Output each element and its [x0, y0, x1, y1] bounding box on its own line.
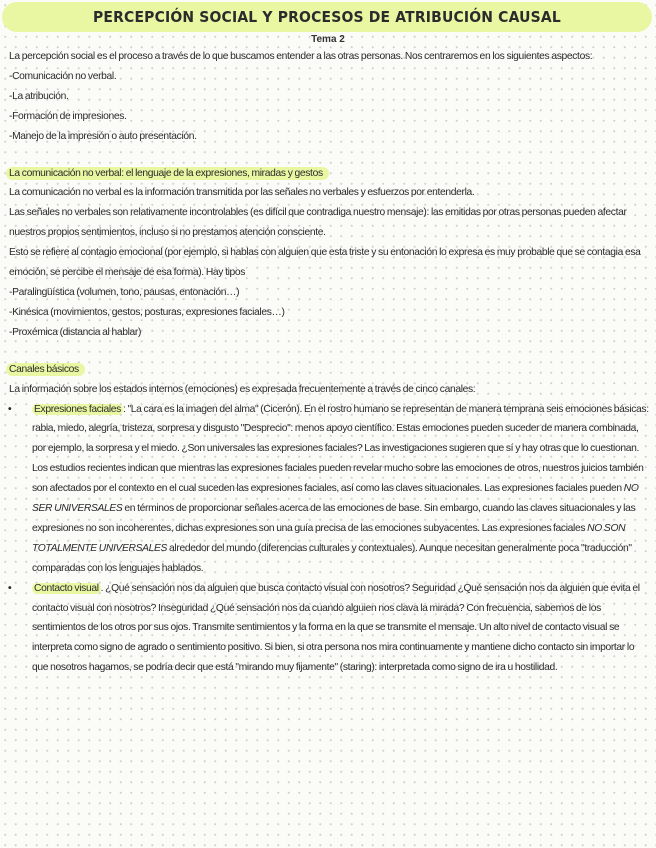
section-heading-channels — [9, 360, 649, 380]
intro-item: -Comunicación no verbal. — [9, 70, 117, 82]
intro-item: -Manejo de la impresión o auto presentación. — [9, 130, 197, 142]
text-fragment: en términos de proporcionar señales acerca de las emociones de base. Sin embargo, cuando las claves situacionales y las expresiones no son incoherentes, dichas expresiones son una guía precisa de las emociones subyacentes. Las expresiones faciales — [32, 503, 636, 534]
text-fragment: : "La cara es la imagen del alma" (Cicerón). En el rostro humano se representan de manera temprana seis emociones básicas: rabia, miedo, alegría, tristeza, sorpresa y disgusto "Desprecio": menos apoyo científico. Estas emociones pueden suceder de manera combinada, por ejemplo, la sorpresa y el miedo. ¿Son universales las expresiones faciales? Las investigaciones sugieren que sí y hay otras que lo cuestionan. Los estudios recientes indican que mientras las expresiones faciales pueden revelar mucho sobre las emociones de otros, nuestros juicios también son afectados por el contexto en el cual suceden las expresiones faciales, así como las claves situacionales. Las expresiones faciales pueden — [32, 403, 649, 495]
emphasis-text: NO SON TOTALMENTE UNIVERSALES — [32, 522, 626, 554]
paragraph: La comunicación no verbal es la información transmitida por las señales no verbales y esfuerzos por entenderla. — [9, 187, 475, 199]
page-title: PERCEPCIÓN SOCIAL Y PROCESOS DE ATRIBUCIÓN CAUSAL — [93, 8, 561, 26]
bullet-icon: • — [8, 403, 12, 415]
document-body — [9, 47, 649, 678]
heading-highlight: La comunicación no verbal: el lenguaje de la expresiones, miradas y gestos — [6, 167, 329, 180]
page-subtitle: Tema 2 — [311, 34, 345, 45]
term-highlight: Contacto visual — [34, 582, 99, 594]
emphasis-text: NO SER UNIVERSALES — [32, 483, 639, 515]
intro-text: La percepción social es el proceso a través de lo que buscamos entender a las otras personas. Nos centraremos en los siguientes aspectos: — [9, 51, 593, 62]
term-highlight: Expresiones faciales — [34, 403, 121, 415]
type-item: -Kinésica (movimientos, gestos, posturas, expresiones faciales…) — [9, 306, 285, 318]
list-item-facial — [9, 400, 649, 579]
paragraph: Esto se refiere al contagio emocional (por ejemplo, si hablas con alguien que esta triste y su entonación lo expresa es muy probable que se contagia esa emoción, se percibe el mensaje de esa forma). Hay tipos — [9, 247, 641, 279]
paragraph: La información sobre los estados internos (emociones) es expresada frecuentemente a través de cinco canales: — [9, 383, 476, 395]
intro-item: -Formación de impresiones. — [9, 110, 127, 122]
paragraph: Las señales no verbales son relativamente incontrolables (es difícil que contradiga nuestro mensaje): las emitidas por otras personas pueden afectar nuestros propios sentimientos, incluso si no prestamos atención consciente. — [9, 207, 627, 239]
type-item: -Proxémica (distancia al hablar) — [9, 326, 142, 338]
list-item-eye-contact — [9, 579, 649, 679]
intro-item: -La atribución. — [9, 90, 69, 102]
title-bar — [2, 2, 652, 32]
bullet-icon: • — [8, 582, 12, 594]
channel-list — [9, 400, 649, 679]
text-fragment: . ¿Qué sensación nos da alguien que busca contacto visual con nosotros? Seguridad ¿Qué sensación nos da alguien que evita el contacto visual con nosotros? Inseguridad ¿Qué sensación nos da cuando alguien nos clava la mirada? Con frecuencia, sabemos de los sentimientos de los otros por sus ojos. Transmite sentimientos y la forma en la que se transmite el mensaje. Un alto nivel de contacto visual se interpreta como signo de agrado o sentimiento positivo. Si bien, si otra persona nos mira continuamente y mantiene dicho contacto sin importar lo que nosotros hagamos, se podría decir que está "mirando muy fijamente" (staring): interpretada como signo de ira u hostilidad. — [32, 582, 640, 674]
section-heading-nonverbal — [9, 164, 649, 184]
text-fragment: alrededor del mundo (diferencias culturales y contextuales). Aunque necesitan generalmente poca "traducción" comparadas con los lenguajes hablados. — [32, 542, 632, 574]
type-item: -Paralingüística (volumen, tono, pausas, entonación…) — [9, 286, 240, 298]
heading-highlight: Canales básicos — [6, 363, 85, 376]
